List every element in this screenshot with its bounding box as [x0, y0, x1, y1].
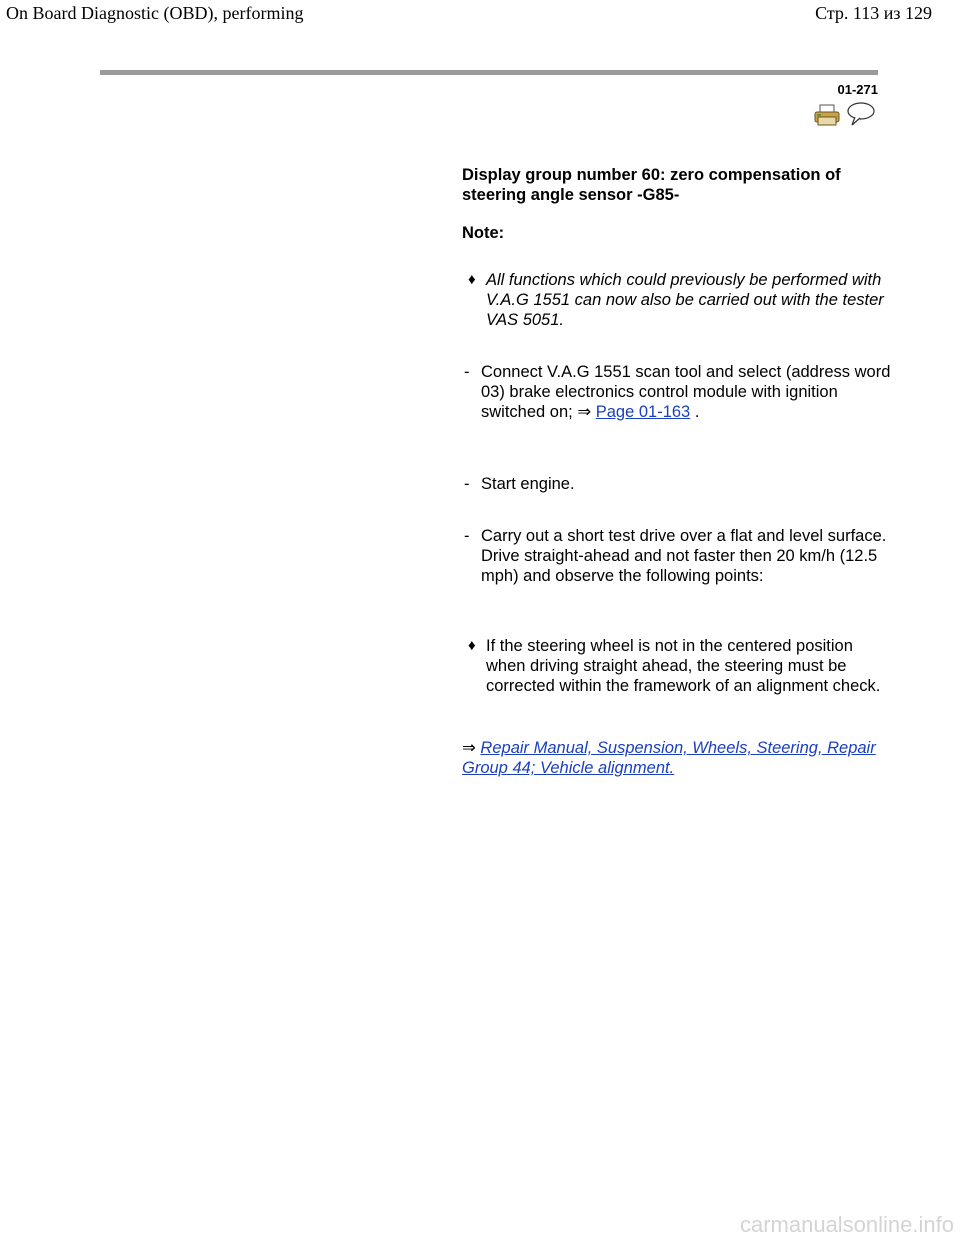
point-bullet: [468, 636, 886, 696]
step-dash: -: [464, 475, 470, 493]
header-divider: [100, 70, 878, 75]
arrow-icon: ⇒: [577, 403, 592, 421]
section-title: Display group number 60: zero compensation of steering angle sensor -G85-: [462, 166, 841, 204]
step-dash: -: [464, 527, 470, 545]
step-text: Start engine.: [481, 475, 575, 493]
printer-icon[interactable]: [814, 104, 840, 131]
speech-bubble-icon[interactable]: [846, 102, 876, 131]
step-dash: -: [464, 363, 470, 381]
point-bullet-text: If the steering wheel is not in the centered position when driving straight ahead, the steering must be corrected within the framework of an alignment check.: [486, 637, 881, 695]
diamond-bullet-icon: ♦: [468, 271, 476, 288]
watermark: carmanualsonline.info: [739, 1212, 954, 1237]
note-bullet-text: All functions which could previously be performed with V.A.G 1551 can now also be carried out with the tester VAS 5051.: [486, 271, 884, 329]
step-text: Connect V.A.G 1551 scan tool and select (address word 03) brake electronics control module with ignition switched on;: [481, 363, 891, 421]
note-label: Note:: [462, 224, 505, 242]
step-test-drive: [464, 526, 891, 586]
repair-manual-link[interactable]: Repair Manual, Suspension, Wheels, Steering, Repair Group 44; Vehicle alignment.: [462, 739, 876, 777]
page-link[interactable]: Page 01-163: [595, 403, 691, 421]
step-connect: [464, 362, 891, 422]
page-tools: [814, 102, 876, 131]
note-bullet: [468, 270, 886, 330]
step-text: Carry out a short test drive over a flat and level surface. Drive straight-ahead and not faster then 20 km/h (12.5 mph) and observe the following points:: [481, 527, 887, 585]
arrow-icon: ⇒: [462, 739, 476, 757]
page-number: 01-271: [837, 82, 878, 97]
step-start-engine: [464, 474, 891, 494]
step-suffix: .: [690, 403, 700, 421]
diamond-bullet-icon: ♦: [468, 637, 476, 654]
window-title: On Board Diagnostic (OBD), performing: [6, 3, 304, 23]
page-counter: Стр. 113 из 129: [815, 3, 932, 23]
reference-link-line: [462, 738, 882, 778]
